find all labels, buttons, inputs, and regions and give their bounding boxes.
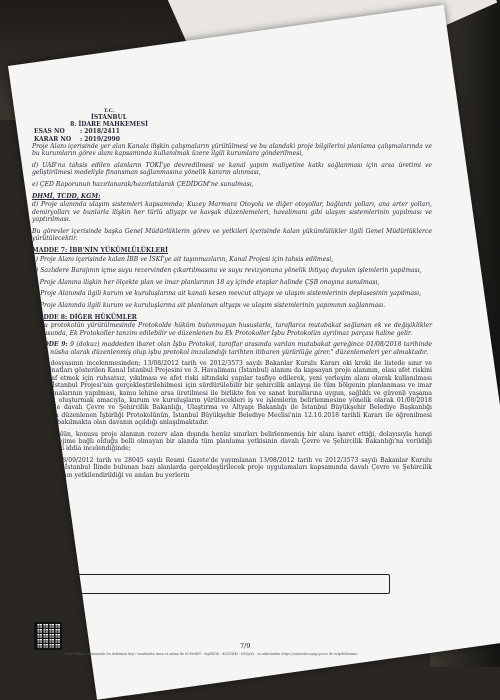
madde8-title: MADDE 8: DİĞER HÜKÜMLER — [32, 313, 137, 321]
qr-code — [34, 622, 62, 650]
intro-paragraph-3: e) ÇED Raporunun hazırlanarak/hazırlatılarak ÇEDİDGM'ne sunulması, — [32, 180, 254, 188]
madde7-item-b: b) Sazlıdere Barajının içme suyu rezervinden çıkartılmasına ve suyu revizyonuna yönelik ihtiyaç duyulan işlemlerin yapılması, — [32, 267, 422, 275]
body-paragraph-3: Olayda, 08/09/2012 tarih ve 28045 sayılı Resmi Gazete'de yayımlanan 13/08/2012 tarih ve 2012/3573 sayılı Bakanlar Kurulu Kararı ile İstanbul İlinde bulunan bazı alanlarda gerçekleştirilecek proje uygulamaları kapsamında davalı Çevre ve Şehircilik Bakanlığı'nın yetkilendirildiği ve anılan bu yerlerin — [31, 456, 432, 479]
document-content — [32, 108, 432, 483]
madde7-title: MADDE 7: İBB'NİN YÜKÜMLÜLÜKLERİ — [32, 247, 169, 255]
court-header — [34, 108, 184, 143]
header-court: 8. İDARE MAHKEMESİ — [70, 121, 148, 128]
body-paragraph-2: - Protokolün, konusu proje alanının rezerv alan dışında henüz sınırları belirlenmemiş bir alanı işaret ettiği, dolayısıyla hangi hukuki rejime bağlı olduğu belli olmayan bir alanda tüm planlama yetkisinin davalı Çevre ve Şehircilik Bakanlığı'na verildiği yönündeki iddia incelendiğinde; — [31, 430, 432, 453]
page-number: 7/9 — [240, 642, 251, 650]
madde9-title: MADDE 9: — [32, 341, 68, 349]
madde7-item-e: e) Proje Alanında ilgili kurum ve kuruluşlarına ait planlanan altyapı ve ulaşım sistemlerinin yapımının sağlanması. — [31, 301, 386, 309]
madde7-item-d: d) Proje Alanında ilgili kurum ve kuruluşlarına ait kanalı kesen mevcut altyapı ve ulaşım sistemlerinin deplasesinin yapılması, — [32, 290, 422, 298]
uyap-footer: UYAP Bilişim Sisteminde bu doküman kişi / tarafından imza ve adına ile 6UHvIl6Y - 6q6XIGk - dQ1GD4r - hEQyYo - m adresinden https://vatandas.uyap.gov.tr ile erişebilirsiniz. — [64, 652, 358, 656]
highlight-box — [58, 574, 390, 594]
madde8-paragraph: İş bu protokolün yürütülmesinde Protokolde hüküm bulunmayan hususlarla, taraflarca mutabakat sağlanan ek ve değişiklikler konusunda, Ek Protokoller tanzim edilebilir ve düzenlenen bu Ek Protokoller İşbu Protokolün ayrılmaz parçası haline gelir. — [31, 322, 432, 337]
karar-label: KARAR NO — [34, 135, 72, 143]
dhmi-paragraph-1: d) Proje alanında ulaşım sistemleri kapsamında; Kuzey Marmara Otoyolu ve diğer otoyollar, bağlantı yolları, ana arter yolları, demiryolları ve bunlarla ilişkin her türlü altyapı ve kavşak düzenlemeleri, havalimanı gibi ulaşım sistemlerinin yapılması ve yaptırılması. — [31, 201, 432, 224]
header-city: İSTANBUL — [91, 114, 127, 121]
document-page — [8, 5, 500, 700]
intro-paragraph-1: Proje Alanı içerisinde yer alan Kanala ilişkin çalışmaların yürütülmesi ve bu alandaki proje bilgilerini planlama çalışmalarında ve bu kurumların görev alanı kapsamında kullanılmak üzere ilgili kurumlara gönderilmesi, — [32, 143, 432, 158]
dhmi-title: DHMİ, TCDD, KGM: — [32, 193, 101, 201]
esas-value: : 2018/2411 — [80, 128, 120, 135]
madde7-item-c: c) Proje Alanına ilişkin her ölçekte plan ve imar planlarının 18 ay içinde etaplar halinde ÇŞB onayına sunulması, — [31, 278, 380, 286]
madde9-paragraph — [32, 341, 432, 356]
dhmi-paragraph-2: Bu görevler içerisinde başka Genel Müdürlüklerin görev ve yetkileri içerisinde kalan yükümlülükler ilgili Genel Müdürlüklerce yürütülecektir. — [32, 227, 432, 243]
karar-value: : 2019/2990 — [80, 135, 120, 143]
karar-row — [34, 136, 184, 144]
document-page-inner — [8, 66, 448, 700]
esas-label: ESAS NO — [34, 128, 65, 135]
esas-row — [34, 128, 184, 136]
madde7-item-a: a) Proje Alanı içerisinde kalan İBB ve İSKİ'ye ait taşınmazların, Kanal Projesi için tahsis edilmesi, — [32, 255, 334, 263]
body-paragraph-1: Dava dosyasının incelenmesinden; 13/08/2012 tarih ve 2012/3573 sayılı Bakanlar Kurulu Kararı eki kroki ile listede sınır ve koordinatları gösterilen Kanal İstanbul Projesini ve 3. Havalimanı (İstanbul) alanını da kapsayan proje alanının, olası afet riskini bertaraf etmek için ruhsatsız, yıkılması ve afet riski altındaki yapılar tasfiye edilerek, yeni yerleşim alanı olarak kullanılması Kanal İstanbul Projesi'nin gerçekleştirilebilmesi için sürdürülebilir bir şehircilik anlayışı ile tüm bölgenin planlanması ve imar uygulamalarının yapılması, kamu lehine arsa üretilmesi ile birlikte fen ve sanat kurallarına uygun, sağlıklı ve güvenli yaşama alanları oluşturmak amacıyla, kurum ve kuruluşların yürütecekleri iş ve işlemlerin belirlenmesine yönelik olarak 01/08/2018 tarihinde davalı Çevre ve Şehircilik Bakanlığı, Ulaştırma ve Altyapı Bakanlığı ile İstanbul Büyükşehir Belediye Başkanlığı arasında düzenlenen İşbirliği Protokolünün, İstanbul Büyükşehir Belediye Meclisi'nin 12.10.2018 tarihli Kararı ile öğrenilmesi üzerine bakılmakta olan davanın açıldığı anlaşılmaktadır. — [31, 359, 432, 427]
madde9-text: 9 (dokuz) maddeden ibaret olan İşbu Protokol, taraflar arasında varılan mutabakat gereğince 01/08/2018 tarihinde iki(3) nüsha olarak düzenlenmiş olup işbu protokol imzalandığı tarihten itibaren yürürlüğe girer." düzenlemeleri yer almaktadır. — [32, 341, 432, 356]
intro-paragraph-2: d) UAB'na tahsis edilen alanların TOKİ'ye devredilmesi ve kanal yapım maliyetine katkı sağlanması için arsa üretimi ve geliştirilmesi modeliyle finansman sağlanmasına yönelik kararın alınması, — [32, 161, 432, 177]
header-tc: T.C. — [103, 108, 115, 114]
